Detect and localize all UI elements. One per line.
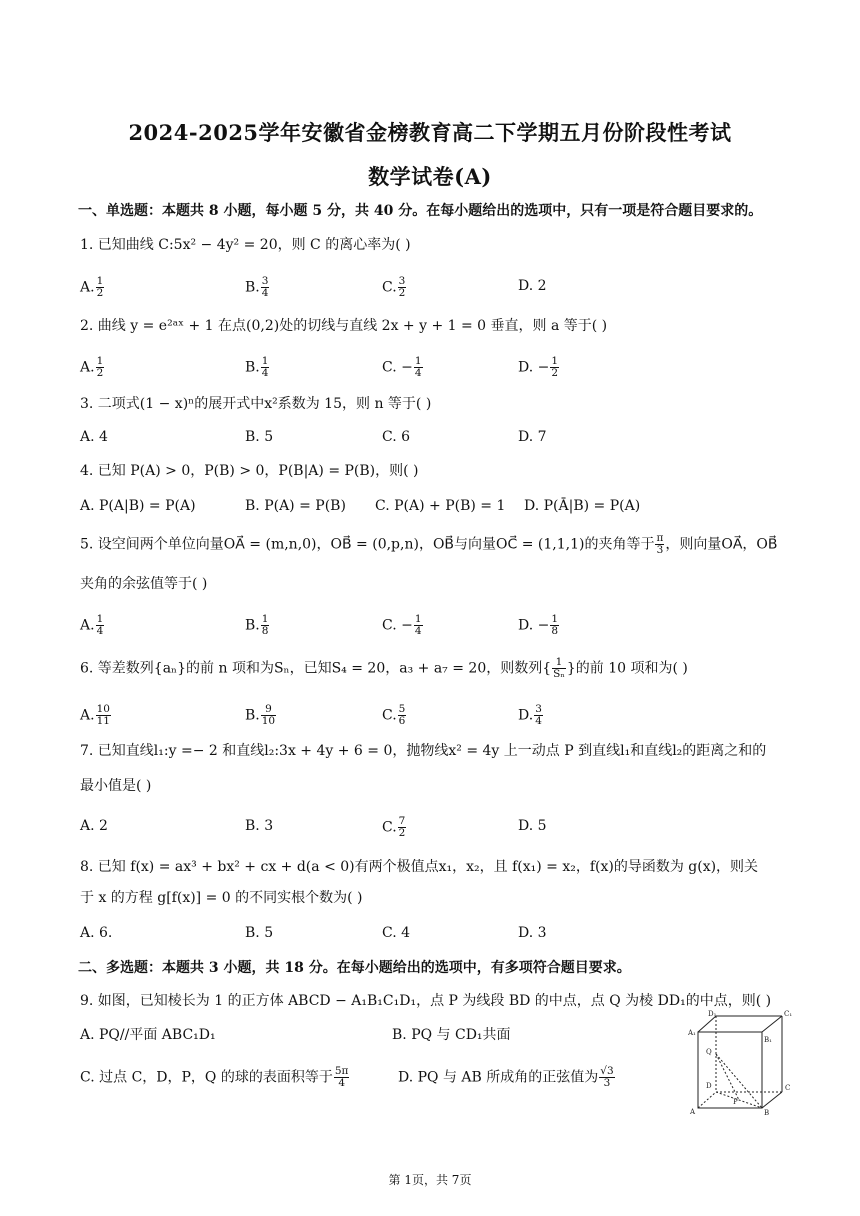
question-5-stem: 5. 设空间两个单位向量OA⃗ = (m,n,0)，OB⃗ = (0,p,n)，OB⃗与向量OC⃗ = (1,1,1)的夹角等于 $\frac{\pi}{3}$ ，则向量OA⃗，OB⃗ [80, 532, 778, 556]
label-d1: D₁ [708, 1010, 717, 1018]
question-6-stem: 6. 等差数列{aₙ}的前 n 项和为Sₙ，已知S₄ = 20，a₃ + a₇ = 20，则数列{ $\frac{1}{\text{Sₙ}}$ }的前 10 项和为( ) [80, 656, 688, 680]
question-1-stem: 1. 已知曲线 C:5x² − 4y² = 20，则 C 的离心率为( ) [80, 237, 411, 253]
q5-option-b: B. $\frac{1}{8}$ [245, 613, 269, 637]
q3-option-d: D. 7 [518, 429, 547, 445]
label-d: D [706, 1082, 712, 1090]
q5-option-d: D. − $\frac{1}{8}$ [518, 613, 559, 637]
q4-option-c: C. P(A) + P(B) = 1 [375, 498, 506, 514]
q8-option-b: B. 5 [245, 925, 274, 941]
q6-option-a: A. $\frac{10}{11}$ [80, 703, 110, 727]
q7-option-c: C. $\frac{7}{2}$ [382, 815, 406, 839]
q9-option-b: B. PQ 与 CD₁共面 [392, 1027, 511, 1043]
q5-option-c: C. − $\frac{1}{4}$ [382, 613, 422, 637]
section-2-heading: 二、多选题：本题共 3 小题，共 18 分。在每小题给出的选项中，有多项符合题目要求。 [78, 960, 631, 976]
q2-option-b: B. $\frac{1}{4}$ [245, 355, 269, 379]
q7-option-a: A. 2 [80, 818, 108, 834]
q4-option-a: A. P(A|B) = P(A) [80, 498, 196, 514]
q5-option-a: A. $\frac{1}{4}$ [80, 613, 104, 637]
label-a: A [690, 1108, 696, 1116]
q2-option-a: A. $\frac{1}{2}$ [80, 355, 104, 379]
question-9-stem: 9. 如图，已知棱长为 1 的正方体 ABCD − A₁B₁C₁D₁，点 P 为线段 BD 的中点，点 Q 为棱 DD₁的中点，则( ) [80, 993, 772, 1009]
q6-option-c: C. $\frac{5}{6}$ [382, 703, 406, 727]
q1-option-b: B. $\frac{3}{4}$ [245, 275, 269, 299]
section-1-heading: 一、单选题：本题共 8 小题，每小题 5 分，共 40 分。在每小题给出的选项中，只有一项是符合题目要求的。 [78, 203, 763, 219]
q9-option-d: D. PQ 与 AB 所成角的正弦值为 $\frac{√3}{3}$ [398, 1065, 614, 1089]
q4-option-d: D. P(Ā|B) = P(A) [524, 498, 641, 514]
question-2-stem: 2. 曲线 y = e²ᵃˣ + 1 在点(0,2)处的切线与直线 2x + y + 1 = 0 垂直，则 a 等于( ) [80, 318, 608, 334]
q7-option-b: B. 3 [245, 818, 274, 834]
q9-option-c: C. 过点 C，D，P，Q 的球的表面积等于 $\frac{5\pi}{4}$ [80, 1065, 349, 1089]
question-3-stem: 3. 二项式(1 − x)ⁿ的展开式中x²系数为 15，则 n 等于( ) [80, 396, 432, 412]
q8-option-c: C. 4 [382, 925, 411, 941]
q8-option-a: A. 6. [80, 925, 113, 941]
question-8-stem-line2: 于 x 的方程 g[f(x)] = 0 的不同实根个数为( ) [80, 890, 363, 906]
question-7-stem: 7. 已知直线l₁:y =− 2 和直线l₂:3x + 4y + 6 = 0，抛物线x² = 4y 上一动点 P 到直线l₁和直线l₂的距离之和的 [80, 743, 767, 759]
exam-title: 2024-2025学年安徽省金榜教育高二下学期五月份阶段性考试 [128, 120, 732, 145]
q7-option-d: D. 5 [518, 818, 547, 834]
label-p: P [733, 1098, 738, 1106]
q8-option-d: D. 3 [518, 925, 547, 941]
q1-option-c: C. $\frac{3}{2}$ [382, 275, 406, 299]
q9-option-a: A. PQ//平面 ABC₁D₁ [80, 1027, 216, 1043]
cube-figure [688, 1008, 796, 1116]
label-a1: A₁ [688, 1029, 696, 1037]
label-b: B [764, 1109, 770, 1116]
q3-option-b: B. 5 [245, 429, 274, 445]
q2-option-d: D. − $\frac{1}{2}$ [518, 355, 559, 379]
q1-option-d: D. 2 [518, 278, 547, 294]
q6-option-b: B. $\frac{9}{10}$ [245, 703, 276, 727]
question-4-stem: 4. 已知 P(A) > 0，P(B) > 0，P(B|A) = P(B)，则( ) [80, 463, 419, 479]
question-5-stem-line2: 夹角的余弦值等于( ) [80, 576, 208, 592]
question-8-stem: 8. 已知 f(x) = ax³ + bx² + cx + d(a < 0)有两个极值点x₁，x₂，且 f(x₁) = x₂，f(x)的导函数为 g(x)，则关 [80, 859, 759, 875]
exam-subtitle: 数学试卷(A) [368, 164, 492, 189]
q3-option-c: C. 6 [382, 429, 411, 445]
label-c: C [785, 1084, 791, 1092]
label-c1: C₁ [784, 1010, 793, 1018]
q3-option-a: A. 4 [80, 429, 108, 445]
question-7-stem-line2: 最小值是( ) [80, 778, 152, 794]
label-q: Q [706, 1048, 712, 1056]
q1-option-a: A. $\frac{1}{2}$ [80, 275, 104, 299]
q6-option-d: D. $\frac{3}{4}$ [518, 703, 542, 727]
label-b1: B₁ [764, 1036, 772, 1044]
page-footer: 第 1页，共 7页 [388, 1173, 472, 1187]
q2-option-c: C. − $\frac{1}{4}$ [382, 355, 422, 379]
q4-option-b: B. P(A) = P(B) [245, 498, 346, 514]
